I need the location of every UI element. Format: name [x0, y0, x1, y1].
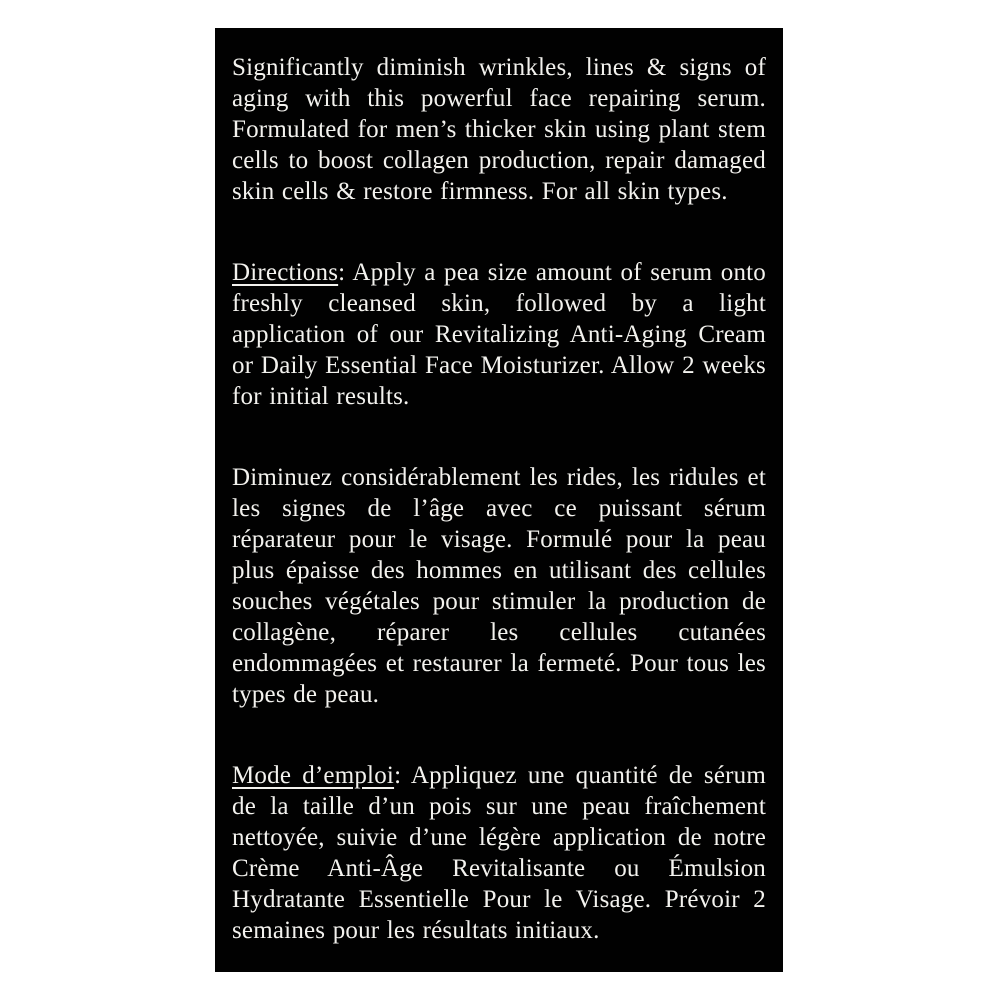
paragraph-english-description [232, 52, 766, 207]
english-directions-text: : Apply a pea size amount of serum onto freshly cleansed skin, followed by a light application of our Revitalizing Anti-Aging Cream or Daily Essential Face Moisturizer. Allow 2 weeks for initial results. [232, 259, 766, 410]
mode-demploi-heading: Mode d’emploi [232, 762, 395, 789]
paragraph-english-directions [232, 257, 766, 412]
paragraph-french-description [232, 462, 766, 710]
product-label-panel [215, 28, 783, 972]
directions-heading: Directions [232, 259, 339, 286]
french-directions-text: : Appliquez une quantité de sérum de la taille d’un pois sur une peau fraîchement nettoyée, suivie d’une légère application de notre Crème Anti-Âge Revitalisante ou Émulsion Hydratante Essentielle Pour le Visage. Prévoir 2 semaines pour les résultats initiaux. [232, 762, 767, 944]
french-description-text: Diminuez considérablement les rides, les ridules et les signes de l’âge avec ce puissant sérum réparateur pour le visage. Formulé pour la peau plus épaisse des hommes en utilisant des cellules souches végétales pour stimuler la production de collagène, réparer les cellules cutanées endommagées et restaurer la fermeté. Pour tous les types de peau. [232, 464, 766, 708]
english-description-text: Significantly diminish wrinkles, lines & signs of aging with this powerful face repairing serum. Formulated for men’s thicker skin using plant stem cells to boost collagen production, repair damaged skin cells & restore firmness. For all skin types. [232, 54, 766, 205]
paragraph-french-directions [232, 760, 766, 946]
